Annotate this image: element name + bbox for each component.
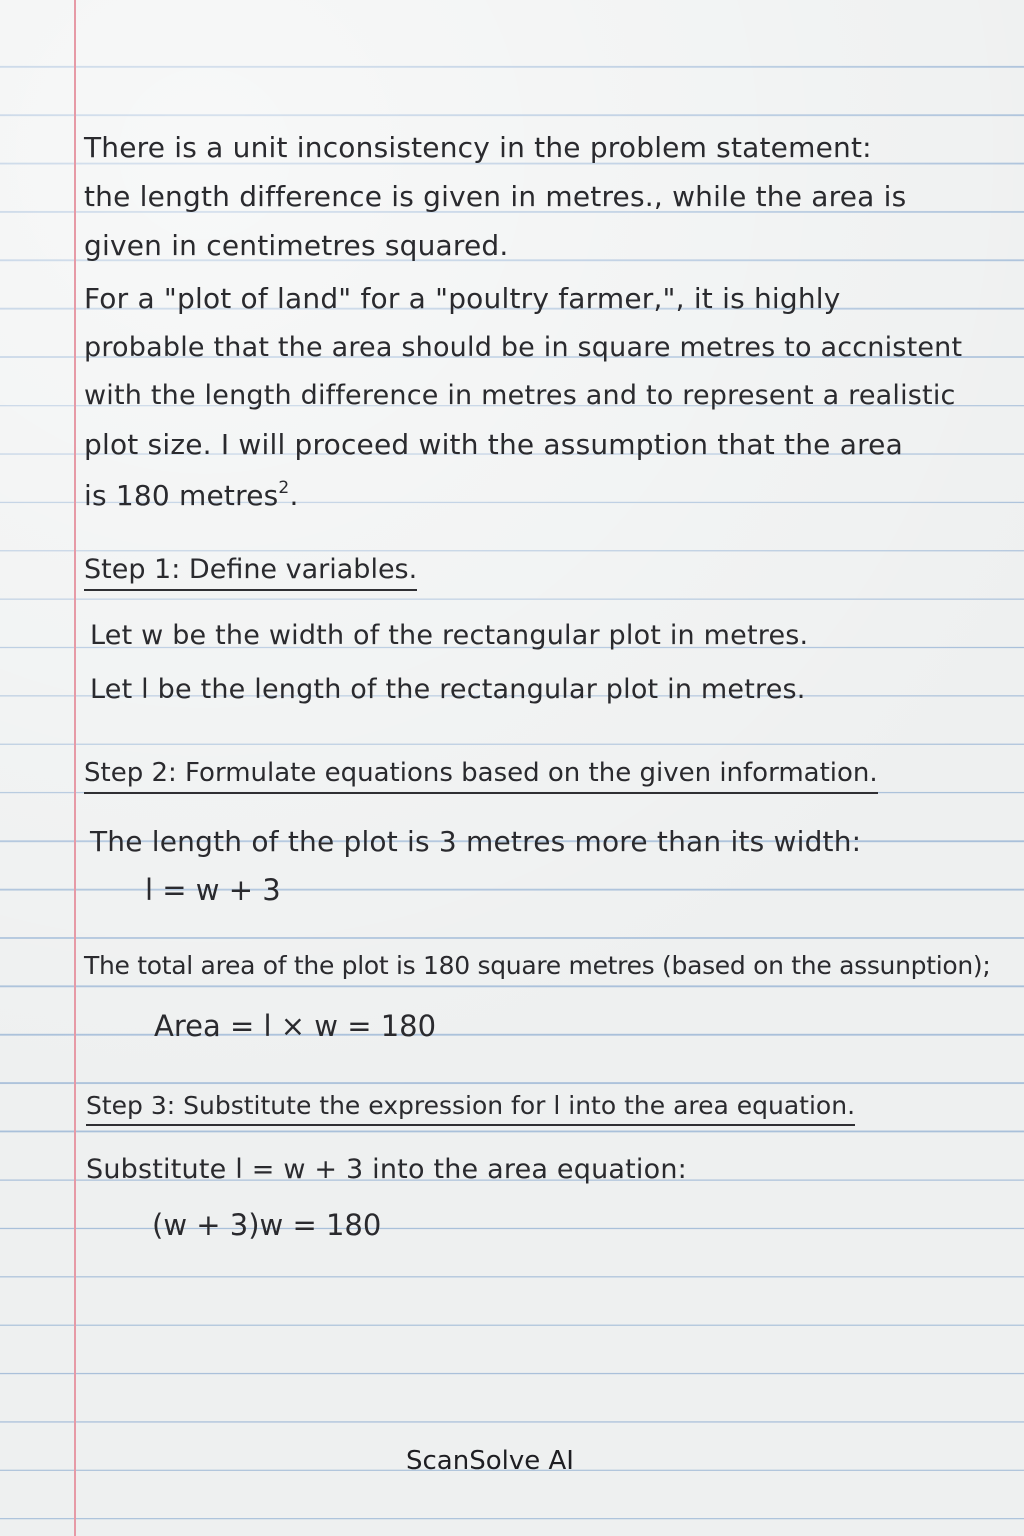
- intro-line-3: given in centimetres squared.: [84, 229, 509, 262]
- intro-line-7: plot size. I will proceed with the assumption that the area: [84, 428, 903, 461]
- step1-heading: Step 1: Define variables.: [84, 556, 417, 591]
- step2-heading: Step 2: Formulate equations based on the given information.: [84, 760, 878, 794]
- intro-line-5: probable that the area should be in square metres to accnistent: [84, 332, 963, 363]
- intro-line-8: [84, 480, 299, 510]
- step1-line-1: Let w be the width of the rectangular plot in metres.: [90, 620, 809, 651]
- intro-line-1: There is a unit inconsistency in the problem statement:: [84, 131, 872, 164]
- step3-line-1: Substitute l = w + 3 into the area equation:: [86, 1154, 687, 1185]
- intro-line-2: the length difference is given in metres., while the area is: [84, 180, 907, 213]
- step2-line-1: The length of the plot is 3 metres more than its width:: [90, 825, 862, 858]
- step2-equation-2: Area = l × w = 180: [154, 1009, 437, 1043]
- squared-superscript: 2: [278, 478, 290, 498]
- intro-line-6: with the length difference in metres and to represent a realistic: [84, 380, 956, 411]
- step3-heading: Step 3: Substitute the expression for l into the area equation.: [86, 1093, 855, 1126]
- scansolve-watermark: ScanSolve AI: [406, 1446, 574, 1476]
- step1-line-2: Let l be the length of the rectangular plot in metres.: [90, 674, 806, 705]
- step2-line-2: The total area of the plot is 180 square metres (based on the assunption);: [84, 951, 991, 980]
- step3-equation-1: (w + 3)w = 180: [152, 1208, 382, 1242]
- intro-line-8-period: .: [289, 479, 299, 512]
- intro-line-8-text: is 180 metres: [84, 479, 279, 512]
- intro-line-4: For a "plot of land" for a "poultry farmer,", it is highly: [84, 282, 841, 315]
- step2-equation-1: l = w + 3: [145, 873, 281, 907]
